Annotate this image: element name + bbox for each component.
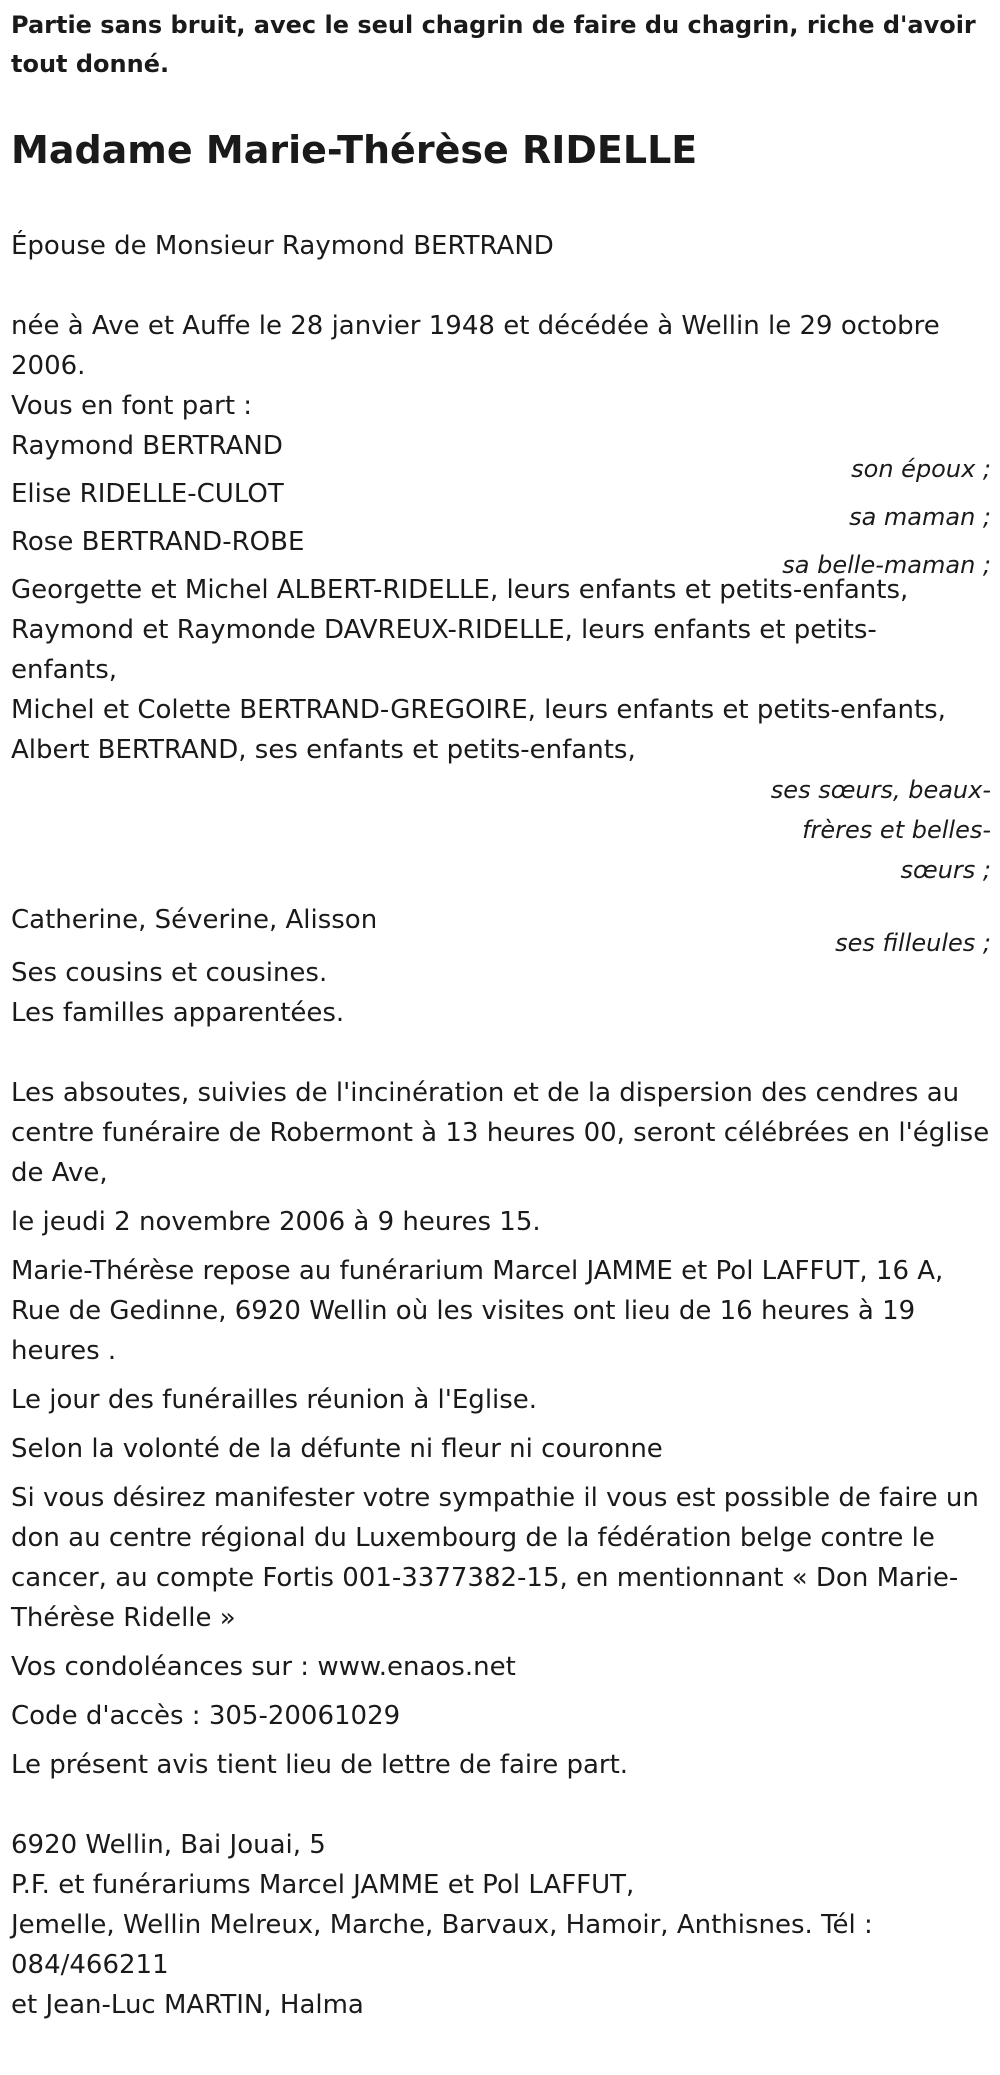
- sibling-line: Georgette et Michel ALBERT-RIDELLE, leurs enfants et petits-enfants,: [11, 575, 909, 605]
- announce-intro: Vous en font part :: [11, 391, 253, 421]
- notice-line: Le présent avis tient lieu de lettre de faire part.: [11, 1750, 629, 1780]
- cousins-line: Ses cousins et cousines.: [11, 958, 328, 988]
- obituary-column: [11, 6, 991, 2025]
- ceremony-date: le jeudi 2 novembre 2006 à 9 heures 15.: [11, 1207, 541, 1237]
- godchildren-names: Catherine, Séverine, Alisson: [11, 905, 378, 935]
- sibling-line: Raymond et Raymonde DAVREUX-RIDELLE, leurs enfants et petits-enfants,: [11, 615, 877, 685]
- mourner-relation: son époux ;: [851, 455, 991, 483]
- mourner-relation: sa maman ;: [849, 503, 991, 531]
- siblings-relation-wrap: [761, 770, 991, 890]
- mourner-names: Elise RIDELLE-CULOT: [11, 479, 284, 509]
- ceremony-text: Les absoutes, suivies de l'incinération et de la dispersion des cendres au centre funéraire de Robermont à 13 heures 00, seront célébrées en l'église de Ave,: [11, 1078, 990, 1188]
- donation-text: Si vous désirez manifester votre sympathie il vous est possible de faire un don au centre régional du Luxembourg de la fédération belge contre le cancer, au compte Fortis 001-3377382-15, en mentionnant « Don Marie-Thérèse Ridelle »: [11, 1483, 979, 1633]
- locations-line: Jemelle, Wellin Melreux, Marche, Barvaux, Hamoir, Anthisnes. Tél : 084/466211: [11, 1910, 873, 1980]
- obituary-page: [0, 6, 1000, 2025]
- access-code-line: Code d'accès : 305-20061029: [11, 1701, 401, 1731]
- birth-death-line: née à Ave et Auffe le 28 janvier 1948 et décédée à Wellin le 29 octobre 2006.: [11, 311, 940, 381]
- mourner-names: Rose BERTRAND-ROBE: [11, 527, 305, 557]
- sibling-line: Albert BERTRAND, ses enfants et petits-enfants,: [11, 735, 636, 765]
- families-line: Les familles apparentées.: [11, 998, 345, 1028]
- address-line: 6920 Wellin, Bai Jouai, 5: [11, 1830, 326, 1860]
- sibling-line: Michel et Colette BERTRAND-GREGOIRE, leurs enfants et petits-enfants,: [11, 695, 946, 725]
- godchildren-relation: ses filleules ;: [835, 929, 991, 957]
- siblings-block: [11, 570, 991, 890]
- partner-line: et Jean-Luc MARTIN, Halma: [11, 1990, 364, 2020]
- mourner-names: Raymond BERTRAND: [11, 431, 283, 461]
- deceased-name: Madame Marie-Thérèse RIDELLE: [11, 128, 698, 172]
- funeral-home-line: P.F. et funérariums Marcel JAMME et Pol LAFFUT,: [11, 1870, 635, 1900]
- spouse-line: Épouse de Monsieur Raymond BERTRAND: [11, 231, 554, 261]
- gathering-text: Le jour des funérailles réunion à l'Eglise.: [11, 1385, 538, 1415]
- mourner-relation: sa belle-maman ;: [782, 551, 991, 579]
- intro-quote: Partie sans bruit, avec le seul chagrin de faire du chagrin, riche d'avoir tout donné.: [11, 11, 976, 78]
- condolences-line: Vos condoléances sur : www.enaos.net: [11, 1652, 516, 1682]
- repose-text: Marie-Thérèse repose au funérarium Marcel JAMME et Pol LAFFUT, 16 A, Rue de Gedinne, 6920 Wellin où les visites ont lieu de 16 heures à 19 heures .: [11, 1256, 944, 1366]
- flowers-text: Selon la volonté de la défunte ni fleur ni couronne: [11, 1434, 663, 1464]
- siblings-relation: ses sœurs, beaux-frères et belles-sœurs ;: [770, 776, 991, 884]
